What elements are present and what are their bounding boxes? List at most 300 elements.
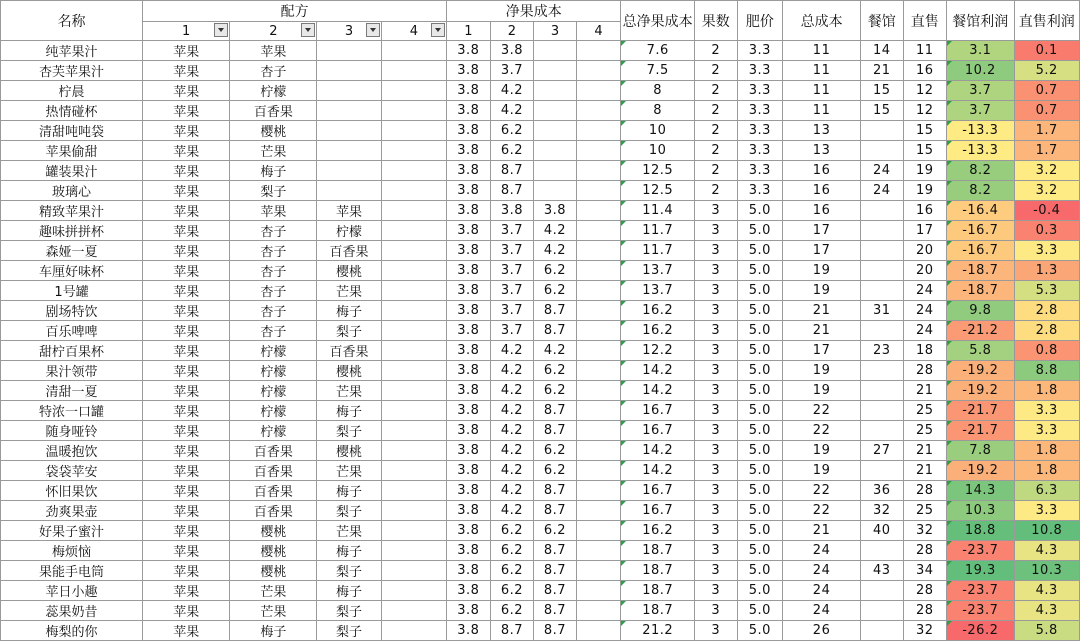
cell-cost-1[interactable]: 3.8: [447, 381, 491, 401]
cell-name[interactable]: 温暖抱饮: [1, 441, 143, 461]
cell-restaurant[interactable]: [860, 401, 903, 421]
cell-direct-profit[interactable]: 2.8: [1014, 301, 1079, 321]
cell-recipe-1[interactable]: 苹果: [143, 461, 230, 481]
cell-recipe-2[interactable]: 百香果: [230, 461, 317, 481]
cell-cost-4[interactable]: [576, 561, 621, 581]
cell-recipe-2[interactable]: 苹果: [230, 41, 317, 61]
cell-direct-profit[interactable]: 1.8: [1014, 381, 1079, 401]
cell-fruit-count[interactable]: 3: [695, 501, 738, 521]
cell-direct-profit[interactable]: 10.8: [1014, 521, 1079, 541]
cell-cost-2[interactable]: 4.2: [490, 421, 534, 441]
cell-fruit-count[interactable]: 3: [695, 421, 738, 441]
cell-cost-1[interactable]: 3.8: [447, 181, 491, 201]
cell-recipe-1[interactable]: 苹果: [143, 61, 230, 81]
cell-recipe-4[interactable]: [381, 161, 446, 181]
cell-recipe-3[interactable]: [317, 141, 381, 161]
cell-total-net-cost[interactable]: 16.2: [621, 321, 695, 341]
cell-recipe-2[interactable]: 杏子: [230, 221, 317, 241]
cell-restaurant[interactable]: [860, 581, 903, 601]
cell-total-cost[interactable]: 16: [783, 201, 861, 221]
cell-recipe-1[interactable]: 苹果: [143, 241, 230, 261]
cell-cost-1[interactable]: 3.8: [447, 581, 491, 601]
cell-name[interactable]: 森娅一夏: [1, 241, 143, 261]
cell-fruit-count[interactable]: 3: [695, 581, 738, 601]
cell-fruit-count[interactable]: 3: [695, 401, 738, 421]
cell-recipe-3[interactable]: 梅子: [317, 541, 381, 561]
cell-restaurant-profit[interactable]: -23.7: [947, 541, 1014, 561]
cell-direct[interactable]: 20: [903, 241, 947, 261]
cell-recipe-3[interactable]: [317, 121, 381, 141]
cell-recipe-4[interactable]: [381, 521, 446, 541]
cell-total-net-cost[interactable]: 16.7: [621, 501, 695, 521]
cell-recipe-2[interactable]: 梅子: [230, 621, 317, 641]
cell-cost-3[interactable]: 8.7: [534, 601, 577, 621]
cell-recipe-3[interactable]: 樱桃: [317, 261, 381, 281]
cell-cost-2[interactable]: 4.2: [490, 441, 534, 461]
cell-total-cost[interactable]: 17: [783, 341, 861, 361]
cell-total-net-cost[interactable]: 14.2: [621, 461, 695, 481]
cell-restaurant[interactable]: [860, 361, 903, 381]
cell-total-net-cost[interactable]: 16.2: [621, 301, 695, 321]
cell-cost-3[interactable]: 6.2: [534, 521, 577, 541]
cell-direct[interactable]: 15: [903, 141, 947, 161]
cell-fertilizer[interactable]: 5.0: [737, 341, 783, 361]
cell-direct-profit[interactable]: 5.8: [1014, 621, 1079, 641]
cell-recipe-2[interactable]: 杏子: [230, 321, 317, 341]
cell-restaurant-profit[interactable]: -18.7: [947, 261, 1014, 281]
cell-cost-2[interactable]: 3.7: [490, 301, 534, 321]
cell-recipe-3[interactable]: 梅子: [317, 301, 381, 321]
cell-direct-profit[interactable]: 0.7: [1014, 101, 1079, 121]
cell-recipe-4[interactable]: [381, 541, 446, 561]
cell-fertilizer[interactable]: 3.3: [737, 41, 783, 61]
cell-cost-2[interactable]: 4.2: [490, 481, 534, 501]
cell-recipe-3[interactable]: 梨子: [317, 501, 381, 521]
cell-recipe-4[interactable]: [381, 241, 446, 261]
cell-recipe-3[interactable]: [317, 41, 381, 61]
cell-recipe-1[interactable]: 苹果: [143, 361, 230, 381]
cell-total-net-cost[interactable]: 16.2: [621, 521, 695, 541]
cell-recipe-2[interactable]: 百香果: [230, 441, 317, 461]
cell-cost-3[interactable]: 8.7: [534, 621, 577, 641]
cell-cost-4[interactable]: [576, 601, 621, 621]
cell-restaurant[interactable]: [860, 141, 903, 161]
cell-recipe-4[interactable]: [381, 301, 446, 321]
cell-cost-2[interactable]: 4.2: [490, 461, 534, 481]
cell-cost-4[interactable]: [576, 201, 621, 221]
cell-direct-profit[interactable]: 5.3: [1014, 281, 1079, 301]
cell-cost-4[interactable]: [576, 421, 621, 441]
cell-restaurant-profit[interactable]: 14.3: [947, 481, 1014, 501]
cell-cost-4[interactable]: [576, 501, 621, 521]
cell-restaurant[interactable]: 15: [860, 81, 903, 101]
cell-cost-3[interactable]: 8.7: [534, 541, 577, 561]
cell-recipe-3[interactable]: 樱桃: [317, 361, 381, 381]
cell-name[interactable]: 随身哑铃: [1, 421, 143, 441]
cell-cost-1[interactable]: 3.8: [447, 321, 491, 341]
cell-cost-4[interactable]: [576, 41, 621, 61]
cell-fertilizer[interactable]: 5.0: [737, 561, 783, 581]
cell-fruit-count[interactable]: 3: [695, 521, 738, 541]
cell-direct[interactable]: 12: [903, 101, 947, 121]
cell-cost-1[interactable]: 3.8: [447, 121, 491, 141]
cell-recipe-3[interactable]: [317, 81, 381, 101]
cell-recipe-2[interactable]: 柠檬: [230, 341, 317, 361]
cell-direct[interactable]: 28: [903, 601, 947, 621]
cell-total-net-cost[interactable]: 11.7: [621, 221, 695, 241]
cell-fertilizer[interactable]: 3.3: [737, 81, 783, 101]
cell-cost-3[interactable]: 6.2: [534, 381, 577, 401]
cell-recipe-2[interactable]: 杏子: [230, 241, 317, 261]
cell-restaurant[interactable]: [860, 221, 903, 241]
cell-total-cost[interactable]: 16: [783, 161, 861, 181]
cell-recipe-1[interactable]: 苹果: [143, 521, 230, 541]
cell-restaurant[interactable]: 31: [860, 301, 903, 321]
cell-name[interactable]: 果能手电筒: [1, 561, 143, 581]
cell-cost-3[interactable]: 6.2: [534, 441, 577, 461]
cell-name[interactable]: 纯苹果汁: [1, 41, 143, 61]
cell-cost-1[interactable]: 3.8: [447, 81, 491, 101]
cell-fertilizer[interactable]: 5.0: [737, 421, 783, 441]
cell-total-cost[interactable]: 22: [783, 421, 861, 441]
cell-recipe-4[interactable]: [381, 341, 446, 361]
cell-restaurant-profit[interactable]: 3.1: [947, 41, 1014, 61]
cell-recipe-1[interactable]: 苹果: [143, 481, 230, 501]
cell-total-cost[interactable]: 22: [783, 481, 861, 501]
cell-fruit-count[interactable]: 2: [695, 41, 738, 61]
cell-direct[interactable]: 16: [903, 201, 947, 221]
cell-cost-1[interactable]: 3.8: [447, 281, 491, 301]
cell-name[interactable]: 好果子蜜汁: [1, 521, 143, 541]
cell-name[interactable]: 梅梨的你: [1, 621, 143, 641]
cell-total-net-cost[interactable]: 21.2: [621, 621, 695, 641]
cell-restaurant[interactable]: 43: [860, 561, 903, 581]
cell-total-net-cost[interactable]: 18.7: [621, 581, 695, 601]
cell-fruit-count[interactable]: 3: [695, 321, 738, 341]
cell-total-cost[interactable]: 17: [783, 221, 861, 241]
cell-fruit-count[interactable]: 3: [695, 281, 738, 301]
cell-direct-profit[interactable]: 3.3: [1014, 421, 1079, 441]
cell-cost-2[interactable]: 4.2: [490, 401, 534, 421]
cell-fruit-count[interactable]: 2: [695, 61, 738, 81]
cell-restaurant-profit[interactable]: -13.3: [947, 141, 1014, 161]
cell-direct[interactable]: 28: [903, 361, 947, 381]
cell-cost-4[interactable]: [576, 61, 621, 81]
cell-recipe-2[interactable]: 芒果: [230, 581, 317, 601]
cell-direct-profit[interactable]: 0.1: [1014, 41, 1079, 61]
cell-recipe-2[interactable]: 樱桃: [230, 121, 317, 141]
cell-recipe-4[interactable]: [381, 401, 446, 421]
cell-recipe-4[interactable]: [381, 561, 446, 581]
cell-name[interactable]: 苹果偷甜: [1, 141, 143, 161]
cell-restaurant-profit[interactable]: -19.2: [947, 461, 1014, 481]
cell-cost-2[interactable]: 8.7: [490, 181, 534, 201]
cell-total-cost[interactable]: 24: [783, 561, 861, 581]
cell-recipe-2[interactable]: 百香果: [230, 501, 317, 521]
cell-cost-2[interactable]: 3.7: [490, 321, 534, 341]
cell-recipe-3[interactable]: 芒果: [317, 461, 381, 481]
cell-total-net-cost[interactable]: 7.5: [621, 61, 695, 81]
cell-cost-3[interactable]: 8.7: [534, 561, 577, 581]
cell-restaurant[interactable]: [860, 201, 903, 221]
cell-recipe-3[interactable]: 梨子: [317, 601, 381, 621]
cell-fruit-count[interactable]: 3: [695, 261, 738, 281]
cell-direct[interactable]: 20: [903, 261, 947, 281]
cell-name[interactable]: 罐装果汁: [1, 161, 143, 181]
cell-recipe-2[interactable]: 梅子: [230, 161, 317, 181]
cell-fruit-count[interactable]: 3: [695, 481, 738, 501]
cell-total-net-cost[interactable]: 11.4: [621, 201, 695, 221]
cell-recipe-4[interactable]: [381, 441, 446, 461]
cell-cost-3[interactable]: 4.2: [534, 241, 577, 261]
cell-restaurant[interactable]: [860, 621, 903, 641]
cell-cost-3[interactable]: 6.2: [534, 261, 577, 281]
cell-name[interactable]: 剧场特饮: [1, 301, 143, 321]
cell-cost-4[interactable]: [576, 181, 621, 201]
cell-recipe-2[interactable]: 杏子: [230, 301, 317, 321]
chevron-down-icon[interactable]: [301, 23, 315, 37]
cell-fruit-count[interactable]: 3: [695, 621, 738, 641]
cell-cost-1[interactable]: 3.8: [447, 361, 491, 381]
cell-direct[interactable]: 15: [903, 121, 947, 141]
cell-fertilizer[interactable]: 5.0: [737, 401, 783, 421]
cell-recipe-1[interactable]: 苹果: [143, 301, 230, 321]
cell-recipe-4[interactable]: [381, 601, 446, 621]
cell-restaurant-profit[interactable]: -19.2: [947, 361, 1014, 381]
cell-cost-2[interactable]: 4.2: [490, 341, 534, 361]
cell-cost-3[interactable]: [534, 141, 577, 161]
cell-cost-1[interactable]: 3.8: [447, 601, 491, 621]
cell-direct[interactable]: 19: [903, 181, 947, 201]
cell-cost-4[interactable]: [576, 221, 621, 241]
cell-direct[interactable]: 28: [903, 581, 947, 601]
cell-fruit-count[interactable]: 3: [695, 461, 738, 481]
cell-recipe-1[interactable]: 苹果: [143, 401, 230, 421]
cell-cost-3[interactable]: [534, 61, 577, 81]
cell-restaurant[interactable]: 24: [860, 181, 903, 201]
cell-cost-4[interactable]: [576, 301, 621, 321]
cell-total-cost[interactable]: 24: [783, 541, 861, 561]
cell-direct-profit[interactable]: 3.2: [1014, 181, 1079, 201]
cell-cost-4[interactable]: [576, 441, 621, 461]
cell-fertilizer[interactable]: 3.3: [737, 141, 783, 161]
cell-restaurant-profit[interactable]: 5.8: [947, 341, 1014, 361]
cell-direct-profit[interactable]: 1.8: [1014, 461, 1079, 481]
cell-restaurant-profit[interactable]: -16.4: [947, 201, 1014, 221]
cell-cost-1[interactable]: 3.8: [447, 221, 491, 241]
cell-total-net-cost[interactable]: 16.7: [621, 481, 695, 501]
cell-direct-profit[interactable]: 10.3: [1014, 561, 1079, 581]
cell-direct-profit[interactable]: -0.4: [1014, 201, 1079, 221]
cell-recipe-1[interactable]: 苹果: [143, 341, 230, 361]
cell-direct-profit[interactable]: 3.3: [1014, 501, 1079, 521]
cell-cost-4[interactable]: [576, 581, 621, 601]
cell-direct-profit[interactable]: 5.2: [1014, 61, 1079, 81]
cell-name[interactable]: 果汁领带: [1, 361, 143, 381]
cell-cost-1[interactable]: 3.8: [447, 301, 491, 321]
cell-restaurant-profit[interactable]: 10.3: [947, 501, 1014, 521]
cell-restaurant-profit[interactable]: 10.2: [947, 61, 1014, 81]
cell-cost-4[interactable]: [576, 481, 621, 501]
cell-total-net-cost[interactable]: 8: [621, 101, 695, 121]
cell-total-cost[interactable]: 19: [783, 261, 861, 281]
cell-restaurant[interactable]: [860, 281, 903, 301]
cell-total-net-cost[interactable]: 13.7: [621, 281, 695, 301]
cell-direct-profit[interactable]: 4.3: [1014, 581, 1079, 601]
cell-cost-4[interactable]: [576, 261, 621, 281]
cell-restaurant[interactable]: [860, 261, 903, 281]
cell-recipe-4[interactable]: [381, 261, 446, 281]
cell-total-cost[interactable]: 19: [783, 381, 861, 401]
cell-fertilizer[interactable]: 5.0: [737, 381, 783, 401]
cell-cost-2[interactable]: 6.2: [490, 561, 534, 581]
cell-recipe-4[interactable]: [381, 141, 446, 161]
cell-cost-3[interactable]: [534, 41, 577, 61]
cell-cost-1[interactable]: 3.8: [447, 521, 491, 541]
cell-restaurant[interactable]: [860, 381, 903, 401]
cell-cost-3[interactable]: [534, 81, 577, 101]
cell-cost-3[interactable]: [534, 181, 577, 201]
cell-recipe-2[interactable]: 梨子: [230, 181, 317, 201]
cell-cost-4[interactable]: [576, 81, 621, 101]
cell-total-cost[interactable]: 19: [783, 281, 861, 301]
cell-fertilizer[interactable]: 3.3: [737, 181, 783, 201]
cell-restaurant[interactable]: 21: [860, 61, 903, 81]
cell-total-net-cost[interactable]: 7.6: [621, 41, 695, 61]
cell-recipe-2[interactable]: 樱桃: [230, 521, 317, 541]
cell-restaurant[interactable]: [860, 421, 903, 441]
cell-cost-3[interactable]: [534, 121, 577, 141]
cell-direct-profit[interactable]: 0.8: [1014, 341, 1079, 361]
cell-total-net-cost[interactable]: 8: [621, 81, 695, 101]
cell-cost-1[interactable]: 3.8: [447, 481, 491, 501]
cell-direct-profit[interactable]: 4.3: [1014, 601, 1079, 621]
cell-restaurant[interactable]: [860, 321, 903, 341]
cell-cost-3[interactable]: 8.7: [534, 501, 577, 521]
cell-recipe-4[interactable]: [381, 121, 446, 141]
cell-recipe-1[interactable]: 苹果: [143, 201, 230, 221]
cell-total-net-cost[interactable]: 18.7: [621, 541, 695, 561]
cell-fertilizer[interactable]: 5.0: [737, 321, 783, 341]
cell-cost-1[interactable]: 3.8: [447, 141, 491, 161]
cell-fertilizer[interactable]: 5.0: [737, 601, 783, 621]
cell-direct[interactable]: 12: [903, 81, 947, 101]
cell-cost-1[interactable]: 3.8: [447, 541, 491, 561]
cell-fruit-count[interactable]: 2: [695, 161, 738, 181]
cell-cost-4[interactable]: [576, 121, 621, 141]
cell-recipe-2[interactable]: 杏子: [230, 261, 317, 281]
cell-direct[interactable]: 11: [903, 41, 947, 61]
cell-name[interactable]: 怀旧果饮: [1, 481, 143, 501]
cell-recipe-1[interactable]: 苹果: [143, 321, 230, 341]
cell-recipe-4[interactable]: [381, 201, 446, 221]
cell-recipe-4[interactable]: [381, 81, 446, 101]
cell-fertilizer[interactable]: 5.0: [737, 261, 783, 281]
cell-recipe-2[interactable]: 柠檬: [230, 401, 317, 421]
cell-restaurant-profit[interactable]: -13.3: [947, 121, 1014, 141]
cell-recipe-3[interactable]: 樱桃: [317, 441, 381, 461]
cell-direct[interactable]: 25: [903, 501, 947, 521]
cell-restaurant-profit[interactable]: -26.2: [947, 621, 1014, 641]
cell-fertilizer[interactable]: 5.0: [737, 221, 783, 241]
cell-fruit-count[interactable]: 3: [695, 241, 738, 261]
cell-total-cost[interactable]: 11: [783, 61, 861, 81]
cell-recipe-2[interactable]: 芒果: [230, 601, 317, 621]
cell-cost-1[interactable]: 3.8: [447, 621, 491, 641]
cell-direct[interactable]: 24: [903, 301, 947, 321]
cell-direct[interactable]: 21: [903, 441, 947, 461]
cell-restaurant-profit[interactable]: 19.3: [947, 561, 1014, 581]
cell-cost-4[interactable]: [576, 541, 621, 561]
cell-cost-4[interactable]: [576, 361, 621, 381]
cell-cost-1[interactable]: 3.8: [447, 561, 491, 581]
cell-restaurant-profit[interactable]: 8.2: [947, 161, 1014, 181]
cell-recipe-3[interactable]: 芒果: [317, 381, 381, 401]
cell-recipe-3[interactable]: 梅子: [317, 581, 381, 601]
cell-fertilizer[interactable]: 5.0: [737, 581, 783, 601]
cell-cost-2[interactable]: 4.2: [490, 101, 534, 121]
cell-total-cost[interactable]: 24: [783, 601, 861, 621]
cell-recipe-4[interactable]: [381, 321, 446, 341]
cell-total-cost[interactable]: 24: [783, 581, 861, 601]
cell-cost-2[interactable]: 4.2: [490, 81, 534, 101]
cell-cost-4[interactable]: [576, 341, 621, 361]
cell-restaurant[interactable]: 40: [860, 521, 903, 541]
chevron-down-icon[interactable]: [431, 23, 445, 37]
cell-direct-profit[interactable]: 1.7: [1014, 121, 1079, 141]
cell-fruit-count[interactable]: 3: [695, 221, 738, 241]
cell-name[interactable]: 杏芙苹果汁: [1, 61, 143, 81]
cell-recipe-1[interactable]: 苹果: [143, 561, 230, 581]
cell-cost-4[interactable]: [576, 621, 621, 641]
cell-recipe-3[interactable]: 苹果: [317, 201, 381, 221]
cell-fertilizer[interactable]: 5.0: [737, 361, 783, 381]
cell-fruit-count[interactable]: 3: [695, 441, 738, 461]
cell-total-net-cost[interactable]: 18.7: [621, 561, 695, 581]
cell-recipe-1[interactable]: 苹果: [143, 581, 230, 601]
cell-cost-1[interactable]: 3.8: [447, 161, 491, 181]
cell-cost-1[interactable]: 3.8: [447, 401, 491, 421]
cell-name[interactable]: 热情碰杯: [1, 101, 143, 121]
cell-name[interactable]: 袋袋苹安: [1, 461, 143, 481]
cell-cost-3[interactable]: 8.7: [534, 581, 577, 601]
cell-cost-1[interactable]: 3.8: [447, 241, 491, 261]
cell-recipe-1[interactable]: 苹果: [143, 261, 230, 281]
cell-recipe-4[interactable]: [381, 581, 446, 601]
cell-recipe-2[interactable]: 百香果: [230, 101, 317, 121]
cell-total-net-cost[interactable]: 14.2: [621, 361, 695, 381]
cell-total-cost[interactable]: 19: [783, 441, 861, 461]
cell-fertilizer[interactable]: 5.0: [737, 201, 783, 221]
cell-direct-profit[interactable]: 4.3: [1014, 541, 1079, 561]
cell-restaurant[interactable]: 14: [860, 41, 903, 61]
cell-fruit-count[interactable]: 3: [695, 301, 738, 321]
cell-restaurant[interactable]: 36: [860, 481, 903, 501]
cell-direct[interactable]: 21: [903, 461, 947, 481]
cell-name[interactable]: 清甜吨吨袋: [1, 121, 143, 141]
cell-fertilizer[interactable]: 5.0: [737, 521, 783, 541]
cell-direct[interactable]: 17: [903, 221, 947, 241]
cell-recipe-3[interactable]: 梨子: [317, 421, 381, 441]
cell-cost-2[interactable]: 8.7: [490, 161, 534, 181]
cell-direct-profit[interactable]: 1.7: [1014, 141, 1079, 161]
cell-recipe-1[interactable]: 苹果: [143, 141, 230, 161]
cell-recipe-2[interactable]: 柠檬: [230, 421, 317, 441]
cell-cost-3[interactable]: [534, 101, 577, 121]
cell-cost-4[interactable]: [576, 401, 621, 421]
cell-cost-2[interactable]: 6.2: [490, 141, 534, 161]
cell-cost-1[interactable]: 3.8: [447, 41, 491, 61]
